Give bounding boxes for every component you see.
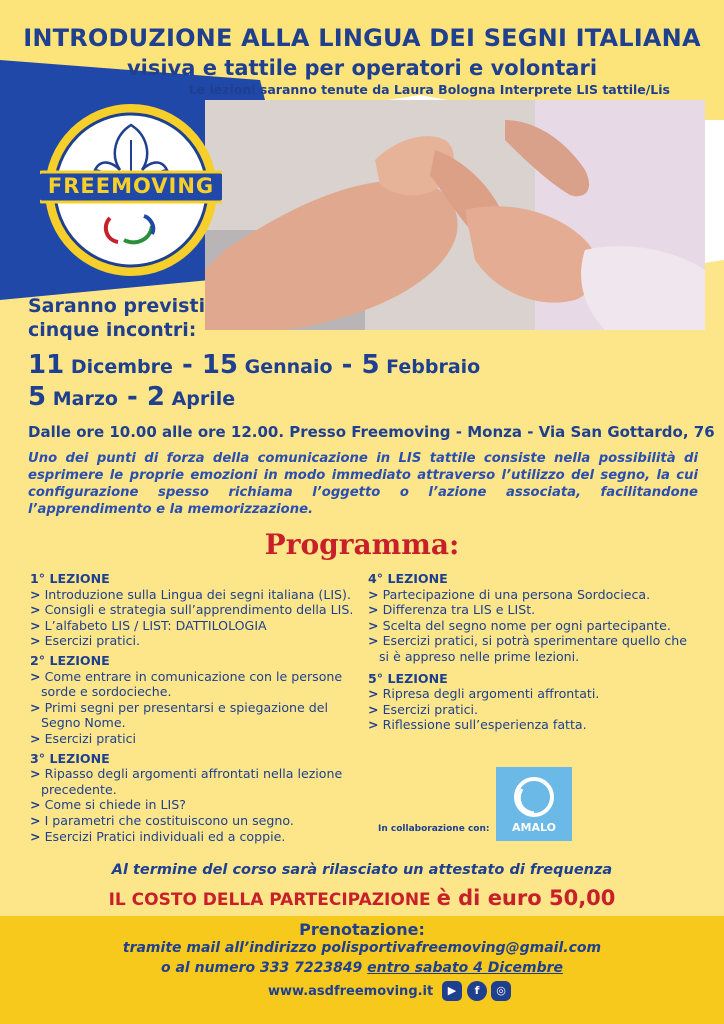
- date-2-day: 15: [201, 350, 238, 380]
- list-bullet: >: [30, 586, 41, 602]
- dates-line-1: [28, 350, 480, 380]
- list-bullet: >: [368, 633, 379, 649]
- date-1-month: Dicembre: [70, 356, 173, 378]
- list-item: [30, 602, 360, 618]
- cost-line: [0, 886, 724, 910]
- lesson-3-title: 3° LEZIONE: [30, 750, 110, 766]
- list-bullet: >: [368, 701, 379, 717]
- list-item-text: I parametri che costituiscono un segno.: [44, 812, 294, 828]
- list-bullet: >: [30, 828, 41, 844]
- cost-label: IL COSTO DELLA PARTECIPAZIONE: [108, 890, 431, 910]
- program-column-left: [30, 568, 360, 844]
- lesson-5-title: 5° LEZIONE: [368, 670, 448, 686]
- lesson-2-title: 2° LEZIONE: [30, 652, 110, 668]
- freemoving-logo: [40, 100, 222, 280]
- list-bullet: >: [30, 730, 41, 746]
- date-separator: -: [117, 382, 147, 412]
- list-bullet: >: [30, 766, 41, 782]
- date-5-day: 2: [146, 382, 165, 412]
- date-separator: -: [332, 350, 362, 380]
- date-3-month: Febbraio: [386, 356, 481, 378]
- city: Monza: [467, 423, 522, 441]
- page-title: INTRODUZIONE ALLA LINGUA DEI SEGNI ITALIANA: [23, 24, 701, 52]
- date-1-day: 11: [28, 350, 65, 380]
- list-item-text: Esercizi pratici.: [44, 633, 141, 649]
- list-item: [30, 587, 360, 603]
- dates-line-2: [28, 382, 235, 412]
- list-item-text: Differenza tra LIS e LISt.: [382, 602, 536, 618]
- booking-email-line: tramite mail all’indirizzo polisportivafreemoving@gmail.com: [122, 940, 602, 956]
- list-item: [30, 633, 360, 649]
- list-item-text: Ripasso degli argomenti affrontati nella lezione precedente.: [41, 766, 343, 797]
- description: Uno dei punti di forza della comunicazione in LIS tattile consiste nella possibilità di esprimere le proprie emozioni in modo immediato attraverso l’utilizzo del segno, la cui configurazione spesso richiama l’oggetto o l’azione associata, facilitandone l’apprendimento e la memorizzazione.: [28, 451, 698, 517]
- list-item-text: Introduzione sulla Lingua dei segni italiana (LIS).: [44, 586, 351, 602]
- date-5-month: Aprile: [171, 388, 236, 410]
- list-bullet: >: [30, 602, 41, 618]
- cost-value: è di euro 50,00: [436, 886, 616, 910]
- list-item: [368, 717, 698, 733]
- list-item-text: Esercizi Pratici individuali ed a coppie.: [44, 828, 286, 844]
- list-item-text: Primi segni per presentarsi e spiegazione del Segno Nome.: [41, 699, 328, 731]
- list-item-text: Scelta del segno nome per ogni partecipante.: [382, 617, 671, 633]
- hands-photo: [205, 100, 705, 330]
- date-4-month: Marzo: [52, 388, 118, 410]
- list-bullet: >: [368, 586, 379, 602]
- list-item: [30, 766, 360, 797]
- list-bullet: >: [368, 717, 379, 733]
- list-item-text: Esercizi pratici.: [382, 701, 479, 717]
- list-item: [368, 686, 698, 702]
- list-item-text: Consigli e strategia sull’apprendimento della LIS.: [44, 602, 354, 618]
- date-separator: -: [172, 350, 202, 380]
- program-title: Programma:: [264, 528, 460, 561]
- amalo-logo-text: AMALO: [512, 821, 556, 834]
- booking-phone: o al numero 333 7223849: [160, 960, 363, 976]
- list-bullet: >: [30, 797, 41, 813]
- list-item-text: Come si chiede in LIS?: [44, 797, 186, 813]
- list-item: [368, 702, 698, 718]
- time-place-text: Dalle ore 10.00 alle ore 12.00. Presso Freemoving: [28, 423, 451, 441]
- list-item: [30, 669, 360, 700]
- website-link[interactable]: www.asdfreemoving.it: [268, 984, 434, 999]
- time-separator: -: [521, 423, 539, 441]
- list-bullet: >: [30, 668, 41, 684]
- meetings-intro-line1: Saranno previsti: [28, 295, 206, 317]
- address: Via San Gottardo, 76: [538, 423, 715, 441]
- collaboration-label: In collaborazione con:: [378, 824, 490, 834]
- time-separator: -: [450, 423, 468, 441]
- list-item: [368, 618, 698, 634]
- teacher-line: Le lezioni saranno tenute da Laura Bologna Interprete LIS tattile/Lis: [188, 82, 670, 97]
- date-2-month: Gennaio: [244, 356, 333, 378]
- list-item: [30, 700, 360, 731]
- amalo-logo: [496, 767, 572, 841]
- list-item: [30, 618, 360, 634]
- list-item: [30, 797, 360, 813]
- meetings-intro-line2: cinque incontri:: [28, 319, 197, 341]
- list-item-text: Partecipazione di una persona Sordocieca.: [382, 586, 651, 602]
- list-bullet: >: [30, 633, 41, 649]
- list-item-text: Ripresa degli argomenti affrontati.: [382, 686, 600, 702]
- list-item: [30, 829, 360, 845]
- facebook-icon[interactable]: f: [467, 981, 487, 1001]
- page-subtitle: visiva e tattile per operatori e volontari: [126, 56, 598, 80]
- instagram-icon[interactable]: ◎: [491, 981, 511, 1001]
- list-item: [30, 813, 360, 829]
- list-item-text: L’alfabeto LIS / LIST: DATTILOLOGIA: [44, 617, 267, 633]
- youtube-icon[interactable]: ▶: [442, 981, 462, 1001]
- lesson-4-title: 4° LEZIONE: [368, 571, 448, 586]
- list-item-text: Esercizi pratici, si potrà sperimentare quello che si è appreso nelle prime lezioni.: [379, 633, 688, 664]
- date-4-day: 5: [28, 382, 47, 412]
- list-item: [30, 731, 360, 747]
- logo-text: FREEMOVING: [47, 174, 215, 198]
- time-place: [28, 423, 715, 441]
- list-bullet: >: [30, 617, 41, 633]
- list-item: [368, 587, 698, 603]
- list-bullet: >: [368, 602, 379, 618]
- booking-deadline: entro sabato 4 Dicembre: [367, 960, 563, 976]
- list-bullet: >: [30, 812, 41, 828]
- list-bullet: >: [368, 686, 379, 702]
- booking-title: Prenotazione:: [299, 920, 425, 939]
- list-item-text: Esercizi pratici: [44, 730, 137, 746]
- program-column-right: [368, 568, 698, 733]
- list-item: [368, 602, 698, 618]
- list-bullet: >: [30, 699, 41, 715]
- date-3-day: 5: [361, 350, 380, 380]
- meetings-intro: [28, 294, 205, 342]
- lesson-1-title: 1° LEZIONE: [30, 571, 110, 586]
- booking-phone-line: [0, 960, 724, 976]
- list-bullet: >: [368, 617, 379, 633]
- list-item-text: Come entrare in comunicazione con le persone sorde e sordocieche.: [41, 668, 343, 700]
- certificate-note: Al termine del corso sarà rilasciato un attestato di frequenza: [111, 862, 613, 878]
- list-item-text: Riflessione sull’esperienza fatta.: [382, 717, 587, 733]
- list-item: [368, 633, 698, 664]
